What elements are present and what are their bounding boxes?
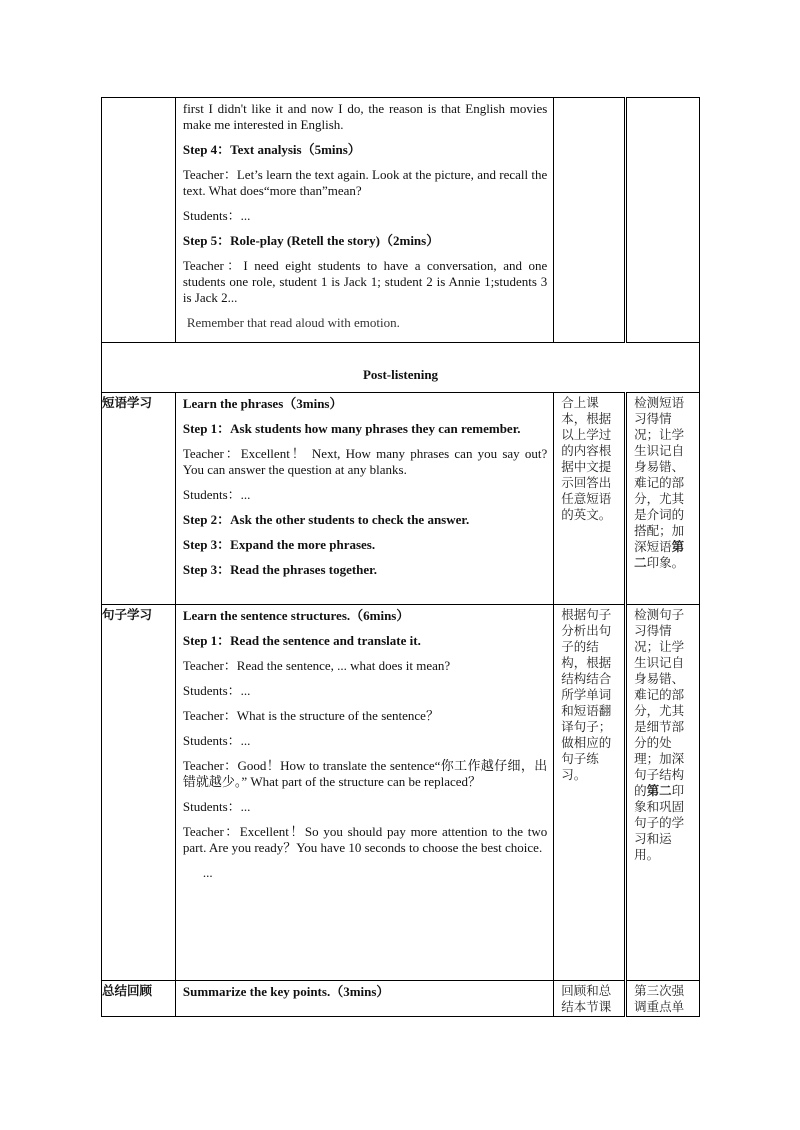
activity-cell: [554, 981, 626, 1017]
step-heading: Step 5：Role-play (Retell the story)（2mins）: [182, 233, 440, 248]
activity-text: 根据句子分析出句子的结构，根据结构结合所学单词和短语翻译句子；做相应的句子练习。: [561, 607, 612, 782]
section-row: [102, 343, 700, 393]
step-heading: Step 4：Text analysis（5mins）: [182, 142, 361, 157]
text-line: ...: [202, 865, 213, 880]
purpose-cell-empty: [626, 98, 700, 343]
text-line: Students：...: [182, 733, 251, 748]
step-heading: Step 1：Ask students how many phrases they can remember.: [182, 421, 521, 436]
text-line: Students：...: [182, 683, 251, 698]
table-row-summary: [102, 981, 700, 1017]
row-label: 句子学习: [102, 605, 176, 981]
purpose-text-c: 印象。: [646, 555, 685, 570]
content-cell: [175, 605, 553, 981]
step-heading: Learn the phrases（3mins）: [182, 396, 343, 411]
purpose-cell: [626, 981, 700, 1017]
activity-cell: [554, 393, 626, 605]
purpose-cell: [626, 605, 700, 981]
purpose-text-c: 印象和巩固句子的学习和运用。: [634, 783, 685, 862]
text-line: Teacher：What is the structure of the sentence？: [182, 708, 439, 723]
lesson-plan-table: [101, 97, 700, 1017]
text-line: Teacher：Let’s learn the text again. Look at the picture, and recall the text. What does“more than”mean?: [182, 167, 548, 198]
text-line: Teacher：Excellent！So you should pay more attention to the two part. Are you ready？You have 10 seconds to choose the best choice.: [182, 824, 548, 855]
content-cell: [175, 393, 553, 605]
text-line: Students：...: [182, 487, 251, 502]
text-line: Students：...: [182, 799, 251, 814]
step-heading: Step 1：Read the sentence and translate it.: [182, 633, 421, 648]
text-line: Students：...: [182, 208, 251, 223]
section-title: Post-listening: [102, 343, 700, 393]
text-line: Remember that read aloud with emotion.: [186, 315, 400, 330]
table-row-phrases: [102, 393, 700, 605]
text-line: first I didn't like it and now I do, the reason is that English movies make me interested in English.: [182, 101, 548, 132]
row-label: 总结回顾: [102, 981, 176, 1017]
purpose-text-a: 检测句子习得情况；让学生识记自身易错、难记的部分，尤其是细节部分的处理；加深句子结构的: [634, 607, 685, 798]
purpose-text: [627, 393, 699, 571]
text-line: Teacher：I need eight students to have a conversation, and one students one role, student 1 is Jack 1; student 2 is Annie 1;students 3 is Jack 2...: [182, 258, 548, 305]
step-heading: Summarize the key points.（3mins）: [182, 984, 390, 999]
step-heading: Step 3：Read the phrases together.: [182, 562, 378, 577]
purpose-text: [627, 605, 699, 863]
step-heading: Step 3：Expand the more phrases.: [182, 537, 376, 552]
purpose-text-b: 第二: [634, 539, 685, 570]
activity-cell-empty: [554, 98, 626, 343]
activity-text: 合上课本，根据以上学过的内容根据中文提示回答出任意短语的英文。: [561, 395, 612, 522]
purpose-text-b: 第二: [646, 783, 672, 798]
purpose-text: 第三次强调重点单: [634, 983, 685, 1014]
activity-cell: [554, 605, 626, 981]
label-cell-empty: [102, 98, 176, 343]
text-line: Teacher：Good！How to translate the sentence“你工作越仔细，出错就越少。” What part of the structure can be replaced？: [182, 758, 548, 789]
text-line: Teacher：Excellent！ Next, How many phrases can you say out? You can answer the question at any blanks.: [182, 446, 548, 477]
table-row-continued: [102, 98, 700, 343]
purpose-cell: [626, 393, 700, 605]
row-label: 短语学习: [102, 393, 176, 605]
content-cell: [175, 98, 553, 343]
table-row-sentences: [102, 605, 700, 981]
activity-text: 回顾和总结本节课: [561, 983, 612, 1014]
purpose-text-a: 检测短语习得情况；让学生识记自身易错、难记的部分，尤其是介词的搭配；加深短语: [634, 395, 685, 554]
step-heading: Step 2：Ask the other students to check the answer.: [182, 512, 470, 527]
step-heading: Learn the sentence structures.（6mins）: [182, 608, 410, 623]
text-line: Teacher：Read the sentence, ... what does it mean?: [182, 658, 451, 673]
content-cell: [175, 981, 553, 1017]
